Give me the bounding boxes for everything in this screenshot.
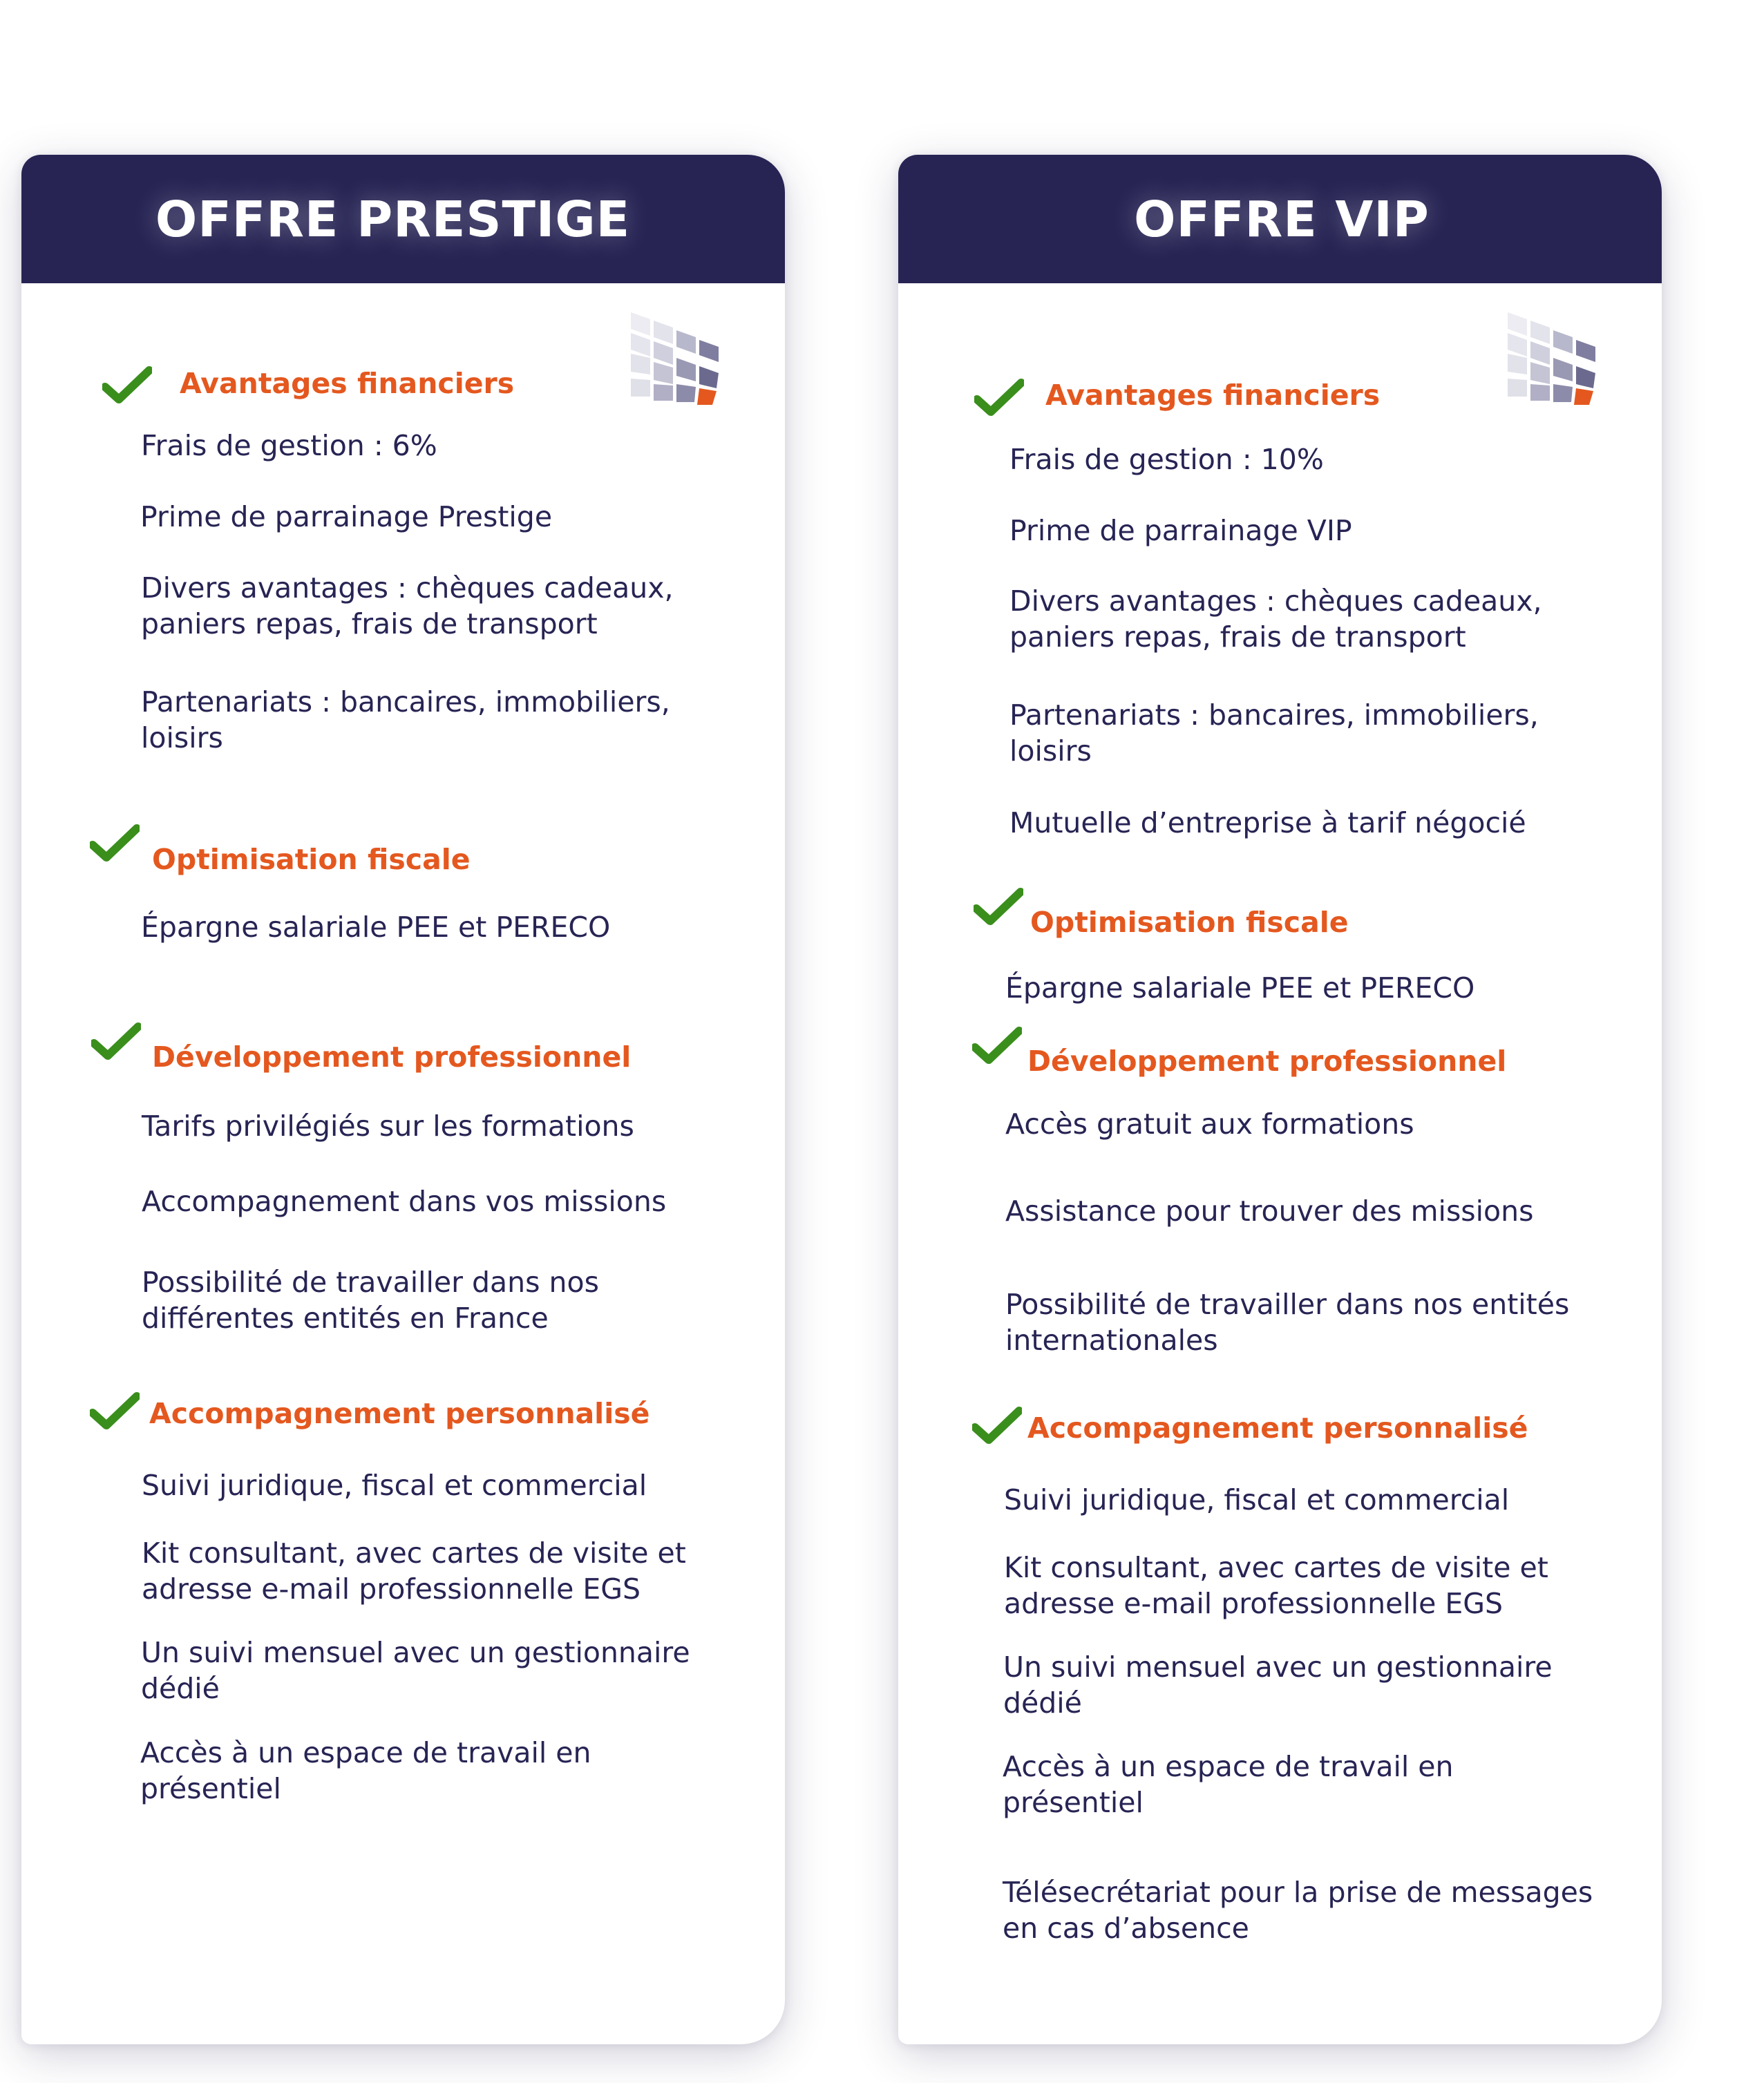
list-item: Tarifs privilégiés sur les formations: [142, 1110, 634, 1143]
list-item: Épargne salariale PEE et PERECO: [1005, 971, 1475, 1005]
list-item: Épargne salariale PEE et PERECO: [141, 911, 611, 944]
list-item: Frais de gestion : 10%: [1009, 443, 1324, 476]
list-item: Un suivi mensuel avec un gestionnaire dédié: [1003, 1651, 1553, 1720]
list-item: Possibilité de travailler dans nos entités internationales: [1005, 1288, 1570, 1357]
list-item: Kit consultant, avec cartes de visite et adresse e-mail professionnelle EGS: [142, 1537, 686, 1606]
list-item: Divers avantages : chèques cadeaux, paniers repas, frais de transport: [141, 571, 674, 640]
list-item: Partenariats : bancaires, immobiliers, loisirs: [141, 685, 670, 754]
check-icon: [972, 1407, 1022, 1445]
list-item: Suivi juridique, fiscal et commercial: [142, 1469, 647, 1502]
list-item: Kit consultant, avec cartes de visite et adresse e-mail professionnelle EGS: [1004, 1551, 1548, 1620]
section-title: Développement professionnel: [1027, 1045, 1507, 1078]
brand-logo-icon: [1499, 312, 1610, 423]
check-icon: [974, 379, 1024, 417]
list-item: Possibilité de travailler dans nos différentes entités en France: [142, 1266, 599, 1335]
list-item: Accès à un espace de travail en présentiel: [140, 1736, 591, 1805]
offer-header: [898, 155, 1662, 283]
list-item: Accompagnement dans vos missions: [142, 1185, 667, 1218]
check-icon: [102, 366, 152, 405]
check-icon: [91, 1023, 141, 1061]
list-item: Mutuelle d’entreprise à tarif négocié: [1009, 806, 1526, 839]
section-title: Avantages financiers: [180, 367, 515, 400]
section-title: Optimisation fiscale: [152, 843, 471, 876]
list-item: Télésecrétariat pour la prise de messages en cas d’absence: [1003, 1876, 1593, 1945]
brand-logo-icon: [623, 312, 733, 423]
section-title: Optimisation fiscale: [1030, 906, 1349, 939]
list-item: Frais de gestion : 6%: [141, 429, 437, 462]
list-item: Prime de parrainage Prestige: [140, 500, 553, 533]
list-item: Suivi juridique, fiscal et commercial: [1004, 1483, 1510, 1516]
offer-card-prestige: [21, 155, 785, 2044]
section-title: Développement professionnel: [152, 1040, 632, 1074]
list-item: Partenariats : bancaires, immobiliers, loisirs: [1009, 698, 1539, 768]
offer-title: OFFRE PRESTIGE: [155, 190, 631, 248]
section-title: Accompagnement personnalisé: [149, 1397, 650, 1430]
offer-card-vip: [898, 155, 1662, 2044]
check-icon: [972, 1027, 1022, 1065]
check-icon: [974, 888, 1023, 926]
check-icon: [90, 824, 140, 863]
list-item: Un suivi mensuel avec un gestionnaire dédié: [141, 1636, 690, 1705]
list-item: Accès gratuit aux formations: [1005, 1107, 1414, 1141]
section-title: Accompagnement personnalisé: [1027, 1411, 1528, 1445]
section-title: Avantages financiers: [1045, 379, 1381, 412]
offer-title: OFFRE VIP: [1134, 190, 1430, 248]
list-item: Divers avantages : chèques cadeaux, paniers repas, frais de transport: [1009, 584, 1542, 654]
list-item: Accès à un espace de travail en présentiel: [1003, 1750, 1454, 1819]
check-icon: [90, 1392, 140, 1431]
list-item: Prime de parrainage VIP: [1009, 514, 1352, 547]
offer-header: [21, 155, 785, 283]
list-item: Assistance pour trouver des missions: [1005, 1195, 1534, 1228]
